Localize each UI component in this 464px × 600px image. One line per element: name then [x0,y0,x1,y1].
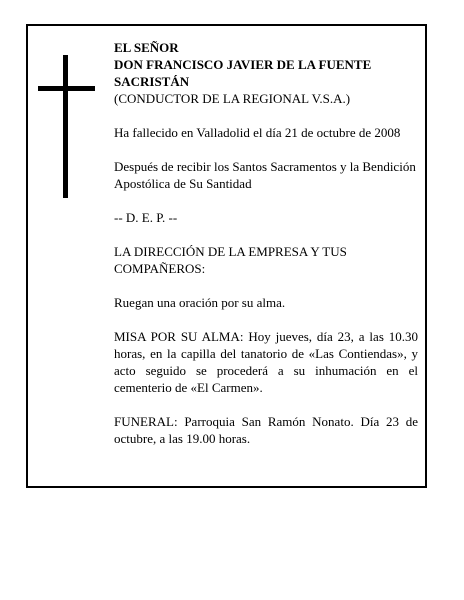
mass-details: MISA POR SU ALMA: Hoy jueves, día 23, a las 10.30 horas, en la capilla del tanatorio de «Las Contiendas», y acto seguido se procederá a su inhumación en el cementerio de «El Carmen». [114,329,418,395]
deceased-role: (CONDUCTOR DE LA REGIONAL V.S.A.) [114,91,351,106]
rest-in-peace: -- D. E. P. -- [114,210,178,225]
prayer-request: Ruegan una oración por su alma. [114,295,286,310]
cross-icon [63,55,68,198]
death-statement: Ha fallecido en Valladolid el día 21 de octubre de 2008 [114,125,401,140]
sacraments-statement: Después de recibir los Santos Sacramentos y la Bendición Apostólica de Su Santidad [114,159,416,191]
title-line: EL SEÑOR [114,40,179,55]
deceased-name-line-1: DON FRANCISCO JAVIER DE LA FUENTE [114,57,372,72]
funeral-details: FUNERAL: Parroquia San Ramón Nonato. Día 23 de octubre, a las 19.00 horas. [114,414,418,446]
deceased-heading [114,39,418,107]
deceased-name-line-2: SACRISTÁN [114,74,190,89]
cross-icon-crossbar [38,86,95,91]
obituary-text [114,39,418,464]
company-statement: LA DIRECCIÓN DE LA EMPRESA Y TUS COMPAÑEROS: [114,244,347,276]
